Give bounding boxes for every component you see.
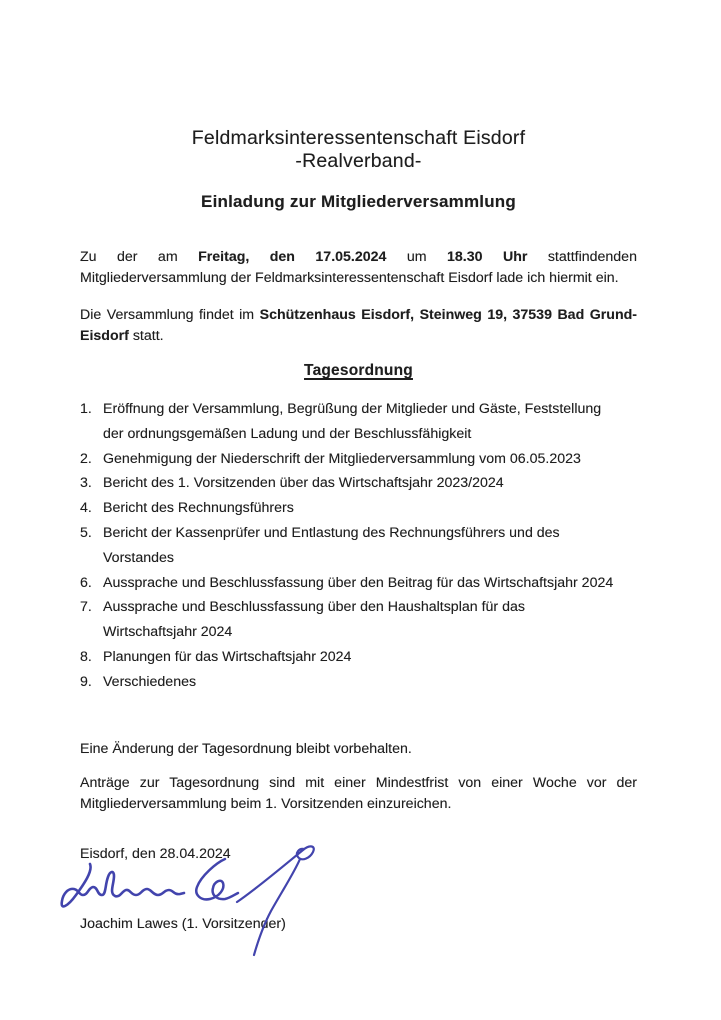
agenda-item-number: 7. [80, 599, 92, 616]
agenda-item-text [103, 521, 637, 571]
agenda-item-number: 4. [80, 500, 92, 517]
intro-line-1 [80, 247, 637, 268]
agenda-item-line: Planungen für das Wirtschaftsjahr 2024 [103, 648, 352, 665]
agenda-item [80, 521, 637, 571]
agenda-heading: Tagesordnung [304, 362, 413, 379]
agenda-item-text [103, 595, 637, 645]
agenda-item-number: 9. [80, 673, 92, 690]
org-name-line2: -Realverband- [295, 149, 422, 172]
agenda-item [80, 447, 637, 472]
agenda-item-text [103, 496, 637, 521]
agenda-item-line: Wirtschaftsjahr 2024 [103, 624, 233, 641]
agenda-item-line: Aussprache und Beschlussfassung über den Beitrag für das Wirtschaftsjahr 2024 [103, 574, 614, 591]
intro-seg-pre: Zu der am [80, 249, 178, 265]
agenda-item-line: Bericht des Rechnungsführers [103, 500, 294, 517]
agenda-item-line: der ordnungsgemäßen Ladung und der Beschlussfähigkeit [103, 425, 472, 442]
place-date-line: Eisdorf, den 28.04.2024 [80, 846, 231, 862]
meeting-time: 18.30 Uhr [447, 249, 528, 265]
agenda-item [80, 670, 637, 695]
agenda-item [80, 397, 637, 447]
agenda-change-note: Eine Änderung der Tagesordnung bleibt vorbehalten. [80, 741, 412, 757]
agenda-item-number: 5. [80, 524, 92, 541]
agenda-item-number: 8. [80, 648, 92, 665]
agenda-item-line: Vorstandes [103, 549, 174, 566]
agenda-item-number: 2. [80, 450, 92, 467]
agenda-item [80, 496, 637, 521]
agenda-item [80, 571, 637, 596]
agenda-item-line: Bericht des 1. Vorsitzenden über das Wirtschaftsjahr 2023/2024 [103, 475, 504, 492]
intro-line-2: Mitgliederversammlung der Feldmarksinteressentenschaft Eisdorf lade ich hiermit ein. [80, 270, 619, 287]
agenda-item [80, 645, 637, 670]
agenda-list [80, 397, 637, 695]
intro-paragraph [80, 247, 637, 289]
agenda-item-number: 3. [80, 475, 92, 492]
meeting-date: Freitag, den 17.05.2024 [198, 249, 387, 265]
venue-seg-pre: Die Versammlung findet im [80, 307, 255, 323]
agenda-item-text [103, 670, 637, 695]
venue-line-2 [80, 326, 637, 347]
venue-name-address: Schützenhaus Eisdorf, Steinweg 19, 37539 Bad Grund- [259, 307, 637, 323]
signature-firstname-stroke [62, 864, 184, 906]
agenda-item [80, 595, 637, 645]
agenda-item-text [103, 571, 637, 596]
deadline-line-1: Anträge zur Tagesordnung sind mit einer Mindestfrist von einer Woche vor der [80, 775, 637, 791]
agenda-item-text [103, 397, 637, 447]
document-title: Einladung zur Mitgliederversammlung [201, 192, 516, 211]
org-name-line1: Feldmarksinteressentenschaft Eisdorf [191, 127, 526, 149]
agenda-item-line: Genehmigung der Niederschrift der Mitgliederversammlung vom 06.05.2023 [103, 450, 581, 467]
agenda-item-text [103, 447, 637, 472]
venue-paragraph [80, 305, 637, 347]
venue-seg-rest: statt. [132, 328, 164, 345]
agenda-item-number: 6. [80, 574, 92, 591]
agenda-item-number: 1. [80, 401, 92, 417]
venue-city: Eisdorf [80, 328, 129, 345]
signer-name-line: Joachim Lawes (1. Vorsitzender) [80, 916, 286, 932]
intro-seg-post: stattfindenden [547, 249, 637, 265]
venue-line-1 [80, 305, 637, 326]
agenda-item-line: Aussprache und Beschlussfassung über den Haushaltsplan für das [103, 599, 525, 616]
agenda-item-line: Bericht der Kassenprüfer und Entlastung des Rechnungsführers und des [103, 524, 560, 541]
agenda-item-line: Eröffnung der Versammlung, Begrüßung der Mitglieder und Gäste, Feststellung [103, 401, 602, 417]
motions-deadline-note [80, 773, 637, 815]
agenda-item-text [103, 471, 637, 496]
agenda-item [80, 471, 637, 496]
agenda-item-text [103, 645, 637, 670]
agenda-item-line: Verschiedenes [103, 673, 197, 690]
intro-seg-um: um [406, 249, 427, 265]
org-name [80, 127, 637, 172]
deadline-line-2: Mitgliederversammlung beim 1. Vorsitzenden einzureichen. [80, 796, 452, 813]
